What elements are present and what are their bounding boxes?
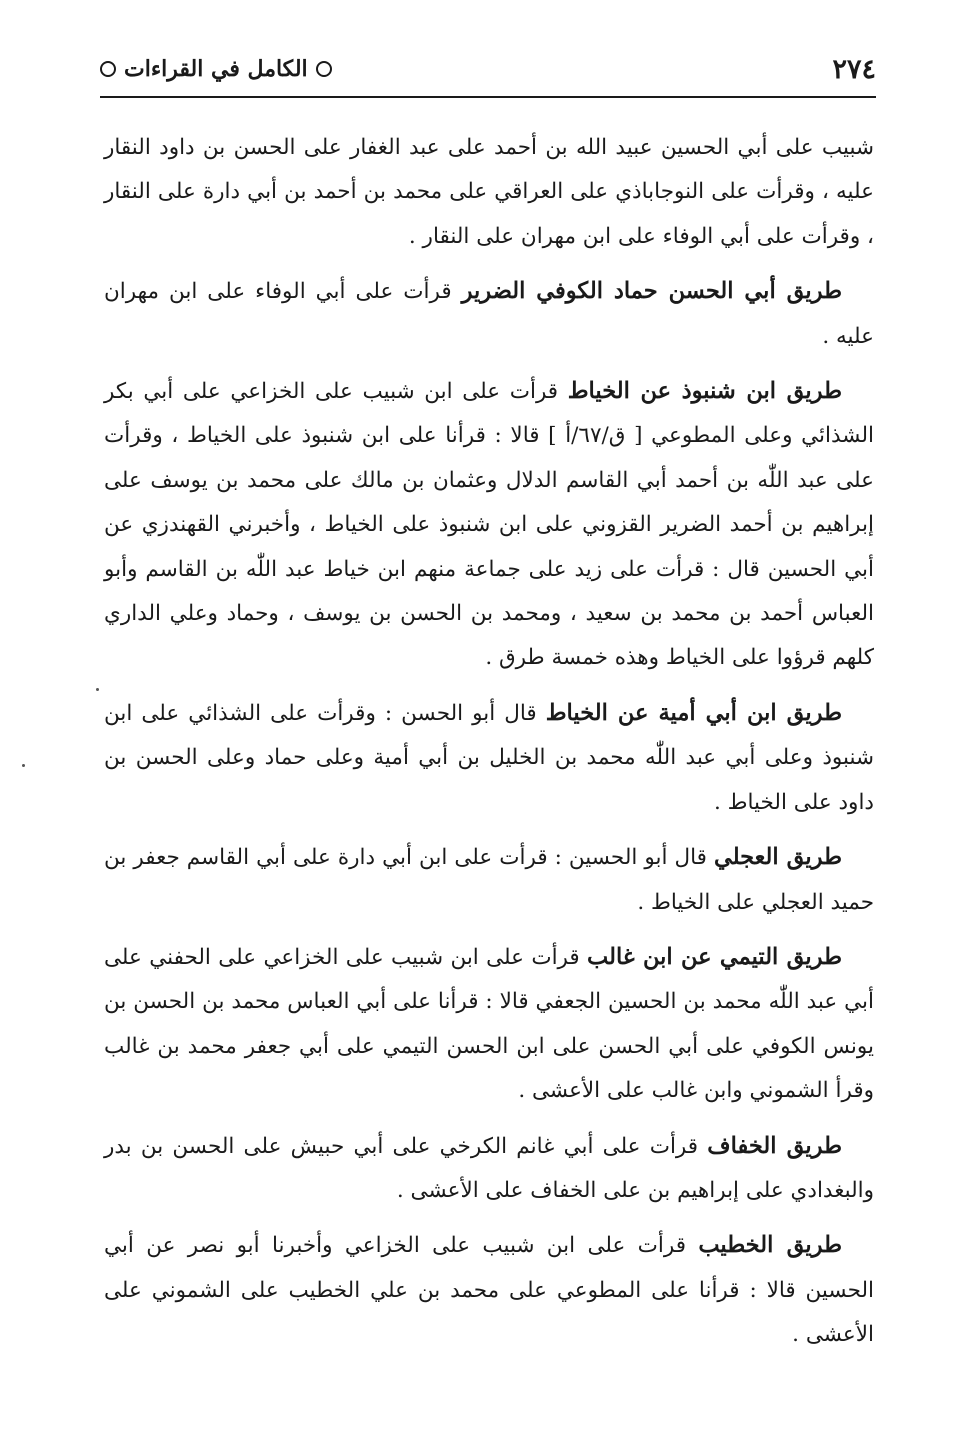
paragraph-6 [104,935,874,1114]
paragraph-text: قرأت على أبي غانم الكرخي على أبي حبيش على الحسن بن بدر والبغدادي على إبراهيم بن على الخفاف على الأعشى . [104,1133,874,1203]
paragraph-7 [104,1124,874,1214]
ornament-circle-icon [100,61,116,77]
paragraph-heading: طريق التيمي عن ابن غالب [587,943,842,970]
paragraph-text: قرأت على ابن شبيب على الخزاعي وأخبرنا أبو نصر عن أبي الحسين قالا : قرأنا على المطوعي على محمد بن علي الخطيب على الشموني على الأعشى . [104,1233,874,1348]
paragraph-text: قرأت على ابن شبيب على الخزاعي على أبي بكر الشذائي وعلى المطوعي [ ق/٦٧/أ ] قالا : قرأنا على ابن شنبوذ على الخياط ، وقرأت على عبد اللّٰه بن أحمد أبي القاسم الدلال وعثمان بن مالك على محمد بن يوسف على إبراهيم بن أحمد الضرير القزوني على ابن شنبوذ على الخياط ، وأخبرني القهندزي عن أبي الحسين قال : قرأت على زيد على جماعة منهم ابن خياط عبد اللّٰه بن القاسم وأبو العباس أحمد بن محمد بن سعيد ، ومحمد بن الحسن بن يوسف ، وحماد وعلي الداري كلهم قرؤوا على الخياط وهذه خمسة طرق . [104,379,874,671]
page-number: ٢٧٤ [832,54,876,85]
paragraph-heading: طريق أبي الحسن حماد الكوفي الضرير [461,278,843,305]
body-text [104,126,874,1368]
paragraph-heading: طريق ابن شنبوذ عن الخياط [567,378,842,405]
paragraph-heading: طريق الخطيب [698,1232,842,1259]
paragraph-4 [104,691,874,825]
paragraph-text: شبيب على أبي الحسين عبيد الله بن أحمد على عبد الغفار على الحسن بن داود النقار عليه ، وقرأت على النوجاباذي على العراقي على محمد بن أحمد بن أبي دارة على النقار ، وقرأت على أبي الوفاء على ابن مهران على النقار . [104,135,874,249]
scan-speck [22,764,25,767]
header-rule [100,96,876,98]
paragraph-text: قال أبو الحسن : وقرأت على الشذائي على ابن شنبوذ وعلى أبي عبد اللّٰه محمد بن الخليل بن أبي أمية وعلى حماد وعلى الحسن بن داود على الخياط . [104,700,874,815]
paragraph-heading: طريق العجلي [713,844,842,871]
paragraph-2 [104,269,874,359]
paragraph-3 [104,369,874,681]
book-title-text: الكامل في القراءات [124,56,308,82]
paragraph-1 [104,126,874,259]
book-title [100,56,332,82]
paragraph-text: قال أبو الحسين : قرأت على ابن أبي دارة على أبي القاسم جعفر بن حميد العجلي على الخياط . [104,845,874,915]
paragraph-text: قرأت على أبي الوفاء على ابن مهران عليه . [104,279,874,349]
paragraph-5 [104,835,874,925]
paragraph-heading: طريق الخفاف [707,1132,843,1159]
scan-speck [96,688,99,691]
paragraph-heading: طريق ابن أبي أمية عن الخياط [545,699,843,726]
paragraph-8 [104,1223,874,1357]
running-head [100,48,876,92]
ornament-circle-icon [316,61,332,77]
paragraph-text: قرأت على ابن شبيب على الخزاعي على الحفني على أبي عبد اللّٰه محمد بن الحسين الجعفي قالا : قرأنا على أبي العباس محمد بن الحسن بن يونس الكوفي على أبي الحسن على ابن الحسن التيمي على أبي جعفر محمد بن غالب وقرأ الشموني وابن غالب على الأعشى . [104,944,874,1104]
